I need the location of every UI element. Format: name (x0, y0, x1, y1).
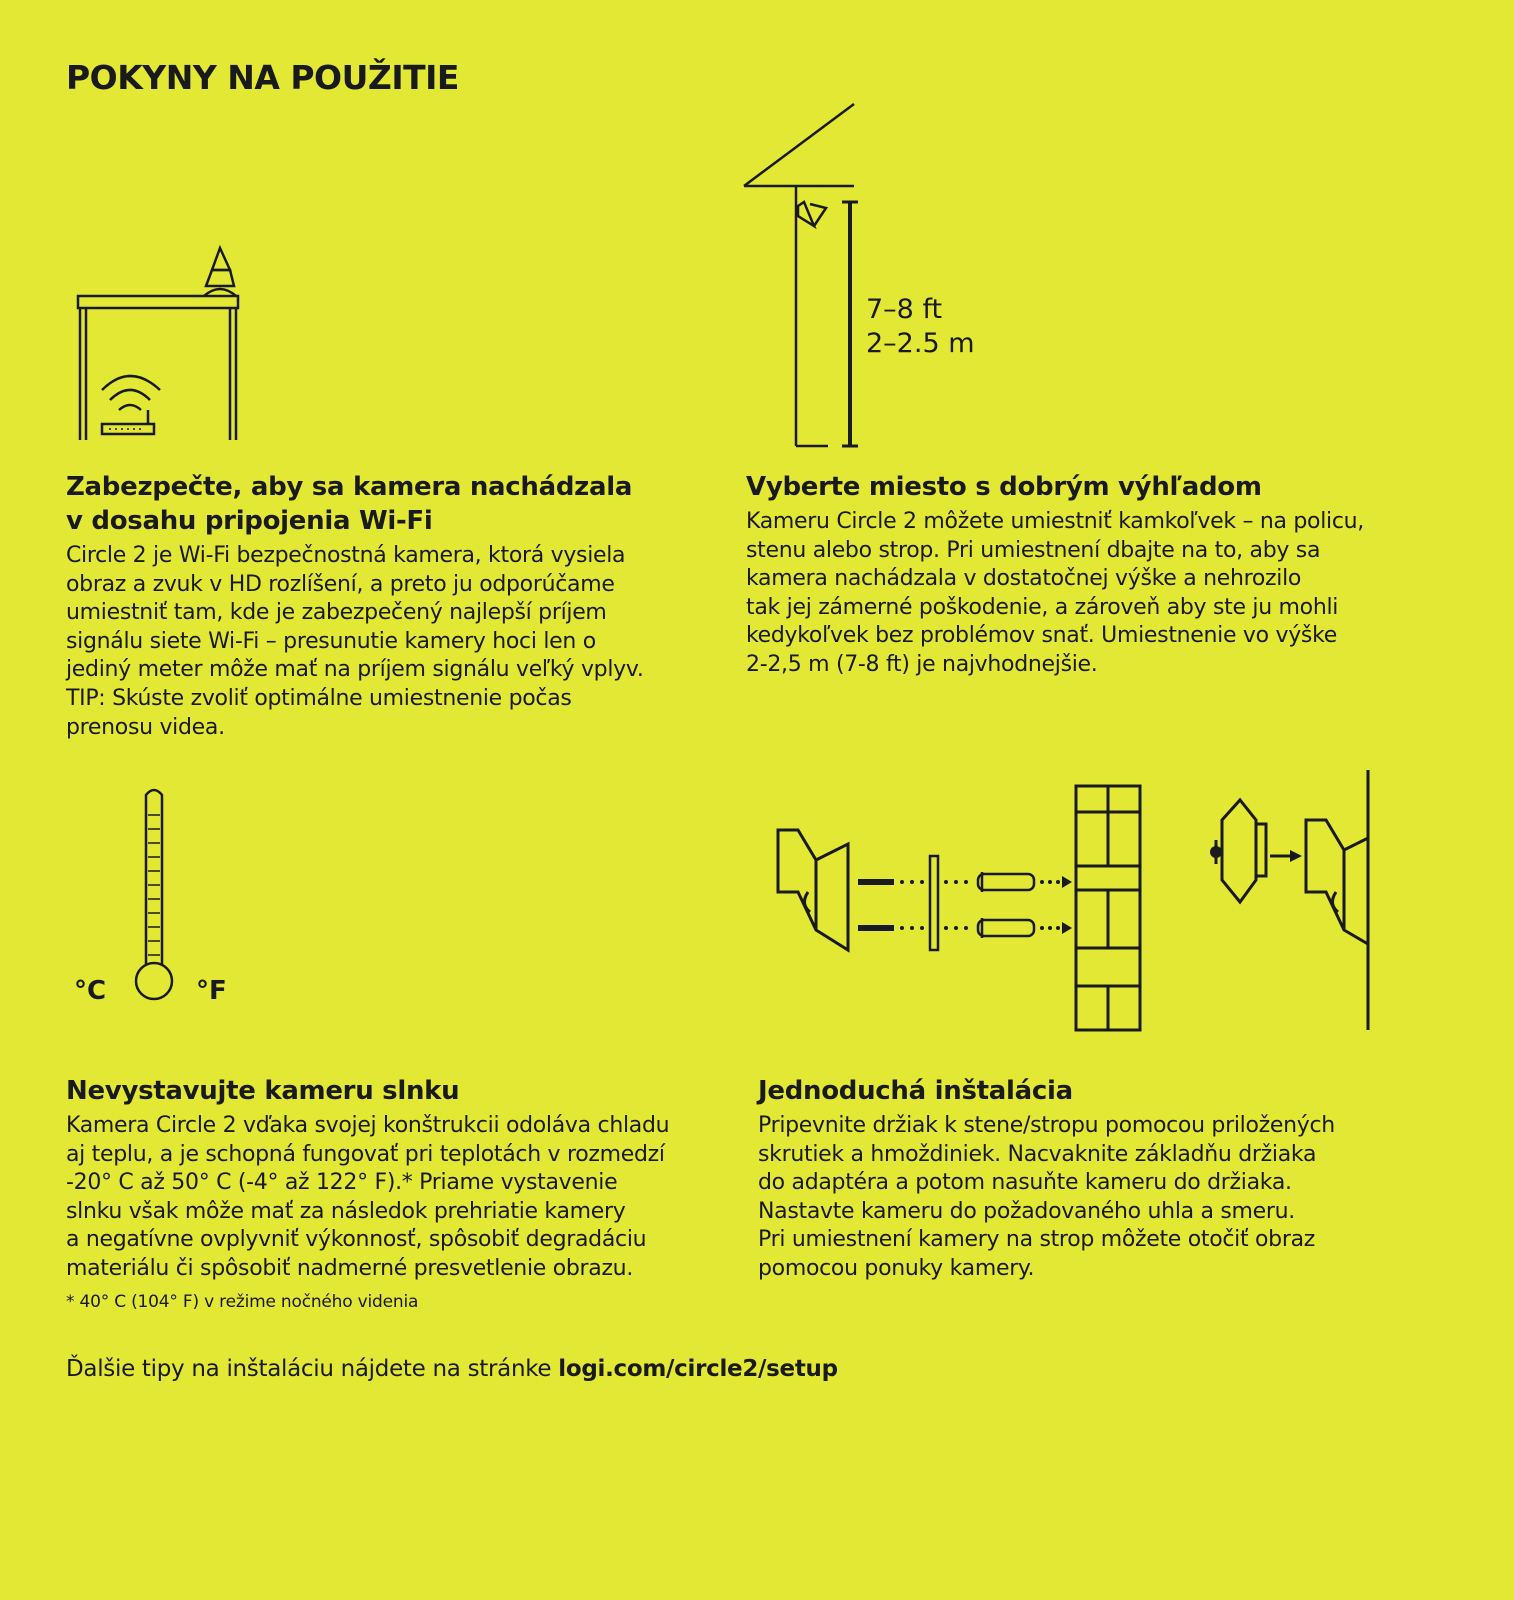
section-sun-body: Kamera Circle 2 vďaka svojej konštrukcii odoláva chladu aj teplu, a je schopná fungovať pri teplotách v rozmedzí -20° C až 50° C (-4° až 122° F).* Priame vystavenie slnku však môže mať za následok prehriatie kamery a negatívne ovplyvniť výkonnosť, spôsobiť degradáciu materiálu či spôsobiť nadmerné presvetlenie obrazu. (66, 1113, 670, 1281)
celsius-label: °C (74, 976, 107, 1006)
section-wifi-title: Zabezpečte, aby sa kamera nachádzala v dosahu pripojenia Wi-Fi (66, 472, 633, 536)
section-view-body: Kameru Circle 2 môžete umiestniť kamkoľvek – na policu, stenu alebo strop. Pri umiestnení dbajte na to, aby sa kamera nachádzala v dostatočnej výške a nehrozilo tak jej zámerné poškodenie, a zároveň aby ste ju mohli kedykoľvek bez problémov snať. Umiestnenie vo výške 2-2,5 m (7-8 ft) je najvhodnejšie. (746, 509, 1364, 677)
section-sun (66, 1074, 746, 1312)
section-view (746, 470, 1486, 680)
table-router-icon (70, 240, 250, 440)
fahrenheit-label: °F (196, 976, 227, 1006)
section-sun-title: Nevystavujte kameru slnku (66, 1076, 460, 1106)
section-view-title: Vyberte miesto s dobrým výhľadom (746, 472, 1262, 502)
mount-installation-icon (770, 780, 1410, 1030)
more-tips (66, 1356, 838, 1382)
wall-height-icon (740, 100, 1000, 460)
section-sun-footnote: * 40° C (104° F) v režime nočného videnia (66, 1291, 419, 1312)
setup-link[interactable]: logi.com/circle2/setup (558, 1356, 838, 1382)
thermometer-icon (70, 785, 240, 1015)
section-install (758, 1074, 1478, 1284)
section-wifi-body: Circle 2 je Wi-Fi bezpečnostná kamera, ktorá vysiela obraz a zvuk v HD rozlíšení, a preto ju odporúčame umiestniť tam, kde je zabezpečený najlepší príjem signálu siete Wi-Fi – presunutie kamery hoci len o jediný meter môže mať na príjem signálu veľký vplyv. TIP: Skúste zvoliť optimálne umiestnenie počas prenosu videa. (66, 543, 644, 740)
height-label-ft: 7–8 ft (866, 294, 943, 325)
section-install-body: Pripevnite držiak k stene/stropu pomocou priložených skrutiek a hmoždiniek. Nacvaknite základňu držiaka do adaptéra a potom nasuňte kameru do držiaka. Nastavte kameru do požadovaného uhla a smeru. Pri umiestnení kamery na strop môžete otočiť obraz pomocou ponuky kamery. (758, 1113, 1335, 1281)
section-install-title: Jednoduchá inštalácia (758, 1076, 1073, 1106)
section-wifi (66, 470, 716, 742)
page-title: POKYNY NA POUŽITIE (66, 58, 459, 97)
more-tips-text: Ďalšie tipy na inštaláciu nájdete na stránke (66, 1356, 559, 1382)
height-label-m: 2–2.5 m (866, 328, 975, 359)
